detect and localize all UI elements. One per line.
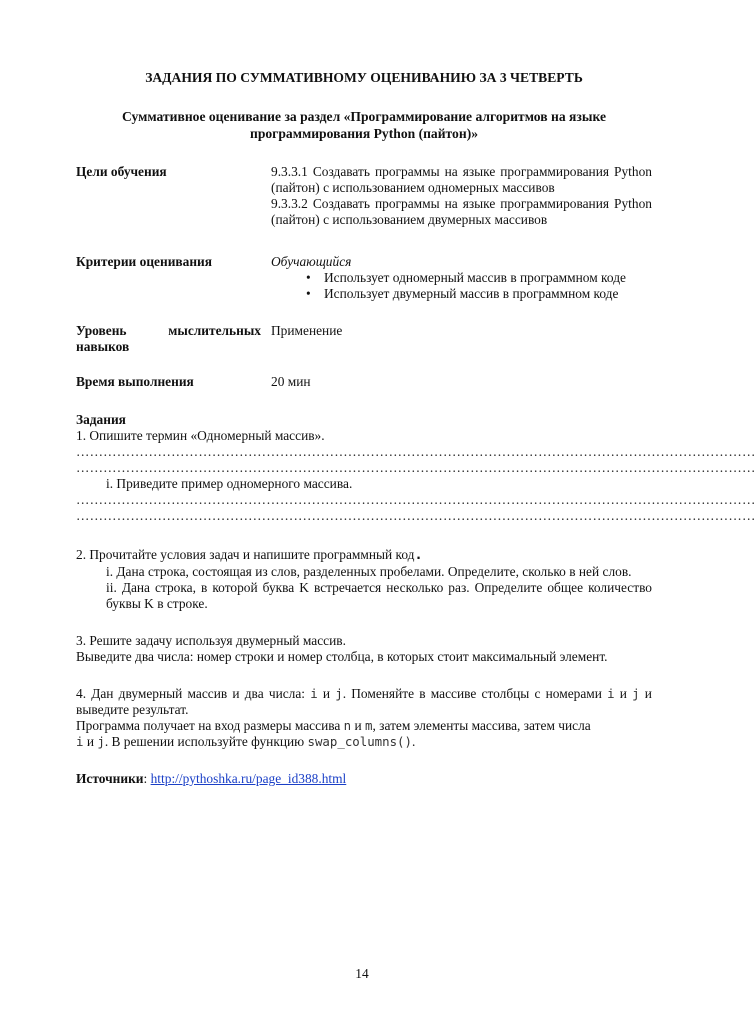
code-i: i [607, 686, 615, 701]
criteria-item: • Использует одномерный массив в программном коде [306, 270, 626, 285]
criteria-intro: Обучающийся [271, 254, 352, 269]
answer-line: …………………………………………………………………………………………………………………………………… [76, 460, 756, 475]
criteria-list [271, 270, 652, 302]
task-3: 3. Решите задачу используя двумерный массив. [76, 633, 346, 648]
code-j: j [97, 734, 105, 749]
answer-line: …………………………………………………………………………………………………………………………………… [76, 508, 756, 523]
page-number: 14 [355, 966, 369, 981]
level-value: Применение [271, 323, 343, 338]
task-1: 1. Опишите термин «Одномерный массив». [76, 428, 325, 443]
goals-value [271, 164, 652, 228]
answer-line: …………………………………………………………………………………………………………………………………… [76, 444, 756, 459]
time-row [76, 374, 652, 390]
criteria-item: • Использует двумерный массив в программном коде [306, 286, 619, 301]
code-function: swap_columns() [307, 734, 412, 749]
goal-2: 9.3.3.2 Создавать программы на языке программирования Python (пайтон) с использованием двумерных массивов [271, 196, 652, 227]
code-i: i [310, 686, 318, 701]
task-4-input: Программа получает на вход размеры массива n и m, затем элементы массива, затем числа i и j. В решении используйте функцию swap_columns(). [76, 718, 591, 749]
time-value: 20 мин [271, 374, 311, 389]
code-m: m [365, 718, 373, 733]
page-title: ЗАДАНИЯ ПО СУММАТИВНОМУ ОЦЕНИВАНИЮ ЗА 3 ЧЕТВЕРТЬ [145, 70, 583, 85]
bullet-icon: • [306, 270, 311, 285]
time-label: Время выполнения [76, 374, 194, 389]
subtitle-line-1: Суммативное оценивание за раздел «Программирование алгоритмов на языке [122, 109, 606, 124]
code-n: n [343, 718, 352, 733]
task-2-ii: ii. Дана строка, в которой буква K встречается несколько раз. Определите общее количество буквы K в строке. [106, 580, 652, 611]
level-row [76, 323, 652, 355]
goals-label: Цели обучения [76, 164, 167, 179]
section-subtitle [76, 108, 652, 142]
sources-link[interactable]: http://pythoshka.ru/page_id388.html [150, 771, 347, 786]
task-1-i: i. Приведите пример одномерного массива. [106, 476, 353, 491]
code-i: i [76, 734, 84, 749]
goal-1: 9.3.3.1 Создавать программы на языке программирования Python (пайтон) с использованием одномерных массивов [271, 164, 652, 195]
sources-label: Источники [76, 771, 144, 786]
criteria-row [76, 254, 652, 302]
subtitle-line-2: программирования Python (пайтон)» [249, 126, 479, 141]
criteria-label: Критерии оценивания [76, 254, 213, 269]
task-2: 2. Прочитайте условия задач и напишите программный код. [76, 547, 423, 563]
task-4: 4. Дан двумерный массив и два числа: i и j. Поменяйте в массиве столбцы с номерами i и j и выведите результат. [76, 686, 652, 717]
bullet-icon: • [306, 286, 311, 301]
goals-row [76, 164, 652, 228]
tasks-heading: Задания [76, 412, 126, 427]
task-2-i: i. Дана строка, состоящая из слов, разделенных пробелами. Определите, сколько в ней слов. [106, 564, 632, 579]
level-label: Уровень мыслительных навыков [76, 323, 261, 354]
code-j: j [335, 686, 343, 701]
code-j: j [632, 686, 640, 701]
answer-line: …………………………………………………………………………………………………………………………………… [76, 492, 756, 507]
task-3-text: Выведите два числа: номер строки и номер столбца, в которых стоит максимальный элемент. [76, 649, 608, 664]
sources: Источники: http://pythoshka.ru/page_id388.html [76, 771, 347, 786]
criteria-value [271, 254, 652, 302]
